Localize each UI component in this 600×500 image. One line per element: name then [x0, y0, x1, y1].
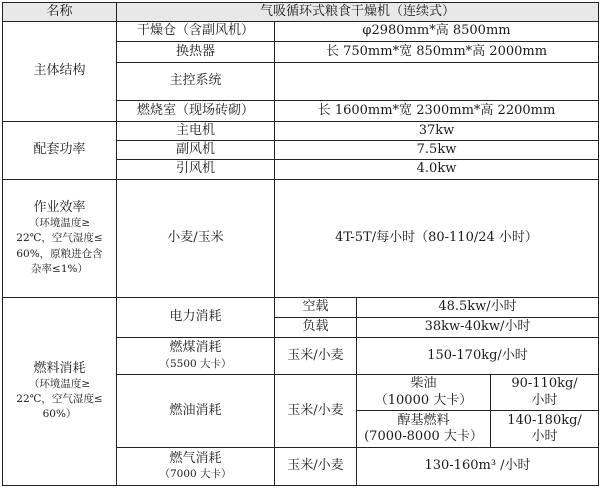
table-row — [3, 122, 599, 141]
structure-value — [275, 63, 599, 101]
oil-grain: 玉米/小麦 — [275, 375, 357, 448]
structure-item: 燃烧室（现场砖砌） — [117, 101, 275, 122]
oil-label: 燃油消耗 — [117, 375, 275, 448]
header-name-label: 名称 — [3, 3, 117, 22]
oil-fuel: 柴油 — [410, 376, 437, 392]
gas-label: 燃气消耗 — [169, 450, 222, 466]
power-value: 7.5kw — [275, 141, 599, 160]
efficiency-value: 4T-5T/每小时（80-110/24 小时） — [275, 180, 599, 298]
power-label: 配套功率 — [3, 122, 117, 180]
oil-fuel-cell — [357, 411, 491, 448]
coal-value: 150-170kg/小时 — [357, 338, 599, 375]
oil-value-cell: 90-110kg/ 小时 — [491, 375, 599, 411]
structure-value: 长 750mm*宽 850mm*高 2000mm — [275, 42, 599, 63]
oil-value-cell: 140-180kg/ 小时 — [491, 411, 599, 448]
efficiency-label-cell — [3, 180, 117, 298]
electric-mode: 负载 — [275, 318, 357, 338]
electric-value: 48.5kw/小时 — [357, 298, 599, 318]
header-row — [3, 3, 599, 22]
fuel-label: 燃料消耗 — [33, 360, 86, 376]
coal-grain: 玉米/小麦 — [275, 338, 357, 375]
oil-fuel: 醇基燃料 — [397, 412, 450, 428]
fuel-label-cell — [3, 298, 117, 486]
electric-label: 电力消耗 — [117, 298, 275, 338]
gas-grain: 玉米/小麦 — [275, 448, 357, 486]
electric-mode: 空载 — [275, 298, 357, 318]
gas-value: 130-160m³ /小时 — [357, 448, 599, 486]
header-name-value: 气吸循环式粮食干燥机（连续式） — [117, 3, 599, 22]
power-value: 37kw — [275, 122, 599, 141]
structure-item: 干燥仓（含副风机） — [117, 22, 275, 42]
coal-sub: （5500 大卡） — [159, 357, 232, 370]
fuel-note: （环境温度≥ 22℃，空气湿度≤ 60%） — [16, 377, 103, 421]
structure-value: 长 1600mm*宽 2300mm*高 2200mm — [275, 101, 599, 122]
structure-label: 主体结构 — [3, 22, 117, 122]
efficiency-label: 作业效率 — [33, 199, 86, 215]
efficiency-note: （环境温度≥ 22℃，空气湿度≤ 60%，原粮进仓含 杂率≤1%） — [16, 217, 103, 275]
power-item: 副风机 — [117, 141, 275, 160]
structure-item: 主控系统 — [117, 63, 275, 101]
table-row — [3, 22, 599, 42]
gas-label-cell — [117, 448, 275, 486]
coal-label: 燃煤消耗 — [169, 340, 222, 356]
power-value: 4.0kw — [275, 160, 599, 180]
oil-fuel-sub: (7000-8000 大卡） — [364, 429, 483, 444]
table-row — [3, 180, 599, 298]
efficiency-grain: 小麦/玉米 — [117, 180, 275, 298]
table-row — [3, 298, 599, 318]
structure-value: φ2980mm*高 8500mm — [275, 22, 599, 42]
oil-value: 140-180kg/ — [507, 412, 582, 428]
coal-label-cell — [117, 338, 275, 375]
spec-table — [2, 2, 599, 486]
power-item: 主电机 — [117, 122, 275, 141]
power-item: 引风机 — [117, 160, 275, 180]
structure-item: 换热器 — [117, 42, 275, 63]
oil-value: 90-110kg/ — [511, 376, 578, 392]
oil-fuel-sub: （10000 大卡） — [374, 392, 473, 408]
oil-fuel-cell — [357, 375, 491, 411]
electric-value: 38kw-40kw/小时 — [357, 318, 599, 338]
gas-sub: （7000 大卡） — [159, 468, 232, 481]
